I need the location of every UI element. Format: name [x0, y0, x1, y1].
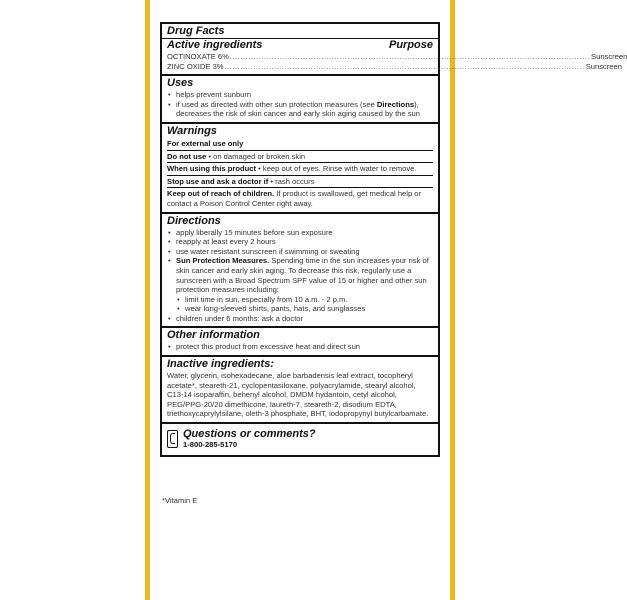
drug-facts-title: Drug Facts [167, 25, 225, 37]
phone-number: 1-800-285-5170 [183, 440, 238, 450]
external-use-line: For external use only [167, 138, 433, 151]
ingredient-name: ZINC OXIDE 3% [167, 61, 224, 71]
questions-section [162, 424, 438, 455]
directions-section [162, 214, 438, 329]
phone-icon [167, 430, 178, 448]
do-not-use-line: Do not use • on damaged or broken skin [167, 151, 433, 164]
keep-out-line: Keep out of reach of children. If product is swallowed, get medical help or contact a Poison Control Center right away. [167, 189, 422, 208]
leader-dots: .......................................................................................................................................... [224, 61, 585, 71]
uses-list [167, 90, 433, 119]
other-information-section [162, 328, 438, 357]
footnote: *Vitamin E [162, 496, 198, 505]
list-item: • reapply at least every 2 hours [167, 237, 433, 247]
active-ingredients-section [162, 24, 627, 76]
when-using-line: When using this product • keep out of eyes. Rinse with water to remove. [167, 163, 433, 176]
inactive-heading: Inactive ingredients: [167, 358, 274, 371]
ingredient-purpose: Sunscreen [585, 61, 623, 71]
active-ingredient-row [167, 52, 627, 62]
active-heading: Active ingredients [167, 39, 263, 51]
list-item: • protect this product from excessive heat and direct sun [167, 342, 433, 352]
drug-facts-panel [160, 22, 627, 457]
list-item: • Sun Protection Measures. Spending time in the sun increases your risk of skin cancer and early skin aging. To decrease this risk, regularly use a sunscreen with a Broad Spectrum SPF value of 15 or higher and other sun protection measures including: [167, 256, 433, 294]
directions-heading: Directions [167, 214, 221, 227]
inactive-text: Water, glycerin, isohexadecane, aloe barbadensis leaf extract, tocopheryl acetate*, steareth-21, cyclopentasiloxane, polyacrylamide, stearyl alcohol, C13-14 isoparaffin, behenyl alcohol, DMDM hydantoin, cetyl alcohol, PEG/PPG-20/20 dimethicone, laureth-7, steareth-2, disodium EDTA, triethoxycaprylylsilane, oleth-3 phosphate, BHT, iodopropynyl butylcarbamate. [167, 371, 429, 419]
purpose-heading: Purpose [388, 39, 433, 51]
list-item: • use water resistant sunscreen if swimming or sweating [167, 247, 433, 257]
other-heading: Other information [167, 329, 260, 342]
warnings-heading: Warnings [167, 124, 217, 137]
other-list [167, 342, 433, 352]
ingredient-name: OCTINOXATE 6% [167, 52, 229, 61]
inactive-ingredients-section [162, 357, 438, 424]
list-item: • wear long-sleeved shirts, pants, hats, and sunglasses [167, 304, 433, 314]
list-item: • limit time in sun, especially from 10 a.m. - 2 p.m. [167, 295, 433, 305]
questions-heading: Questions or comments? [183, 428, 316, 441]
stop-use-line: Stop use and ask a doctor if • rash occurs [167, 176, 433, 189]
questions-row [167, 425, 433, 452]
directions-list [167, 228, 433, 324]
uses-section [162, 76, 438, 124]
warnings-section [162, 124, 438, 214]
uses-heading: Uses [167, 77, 194, 90]
list-item: • if used as directed with other sun protection measures (see Directions), decreases the risk of skin cancer and early skin aging caused by the sun [167, 100, 433, 119]
list-item: • children under 6 months: ask a doctor [167, 314, 433, 324]
list-item: • apply liberally 15 minutes before sun exposure [167, 228, 433, 238]
ingredient-purpose: Sunscreen [591, 52, 627, 61]
active-header-row [167, 39, 433, 52]
list-item: • helps prevent sunburn [167, 90, 433, 100]
active-ingredient-row [167, 61, 623, 72]
leader-dots: .......................................................................................................................................... [229, 52, 591, 61]
